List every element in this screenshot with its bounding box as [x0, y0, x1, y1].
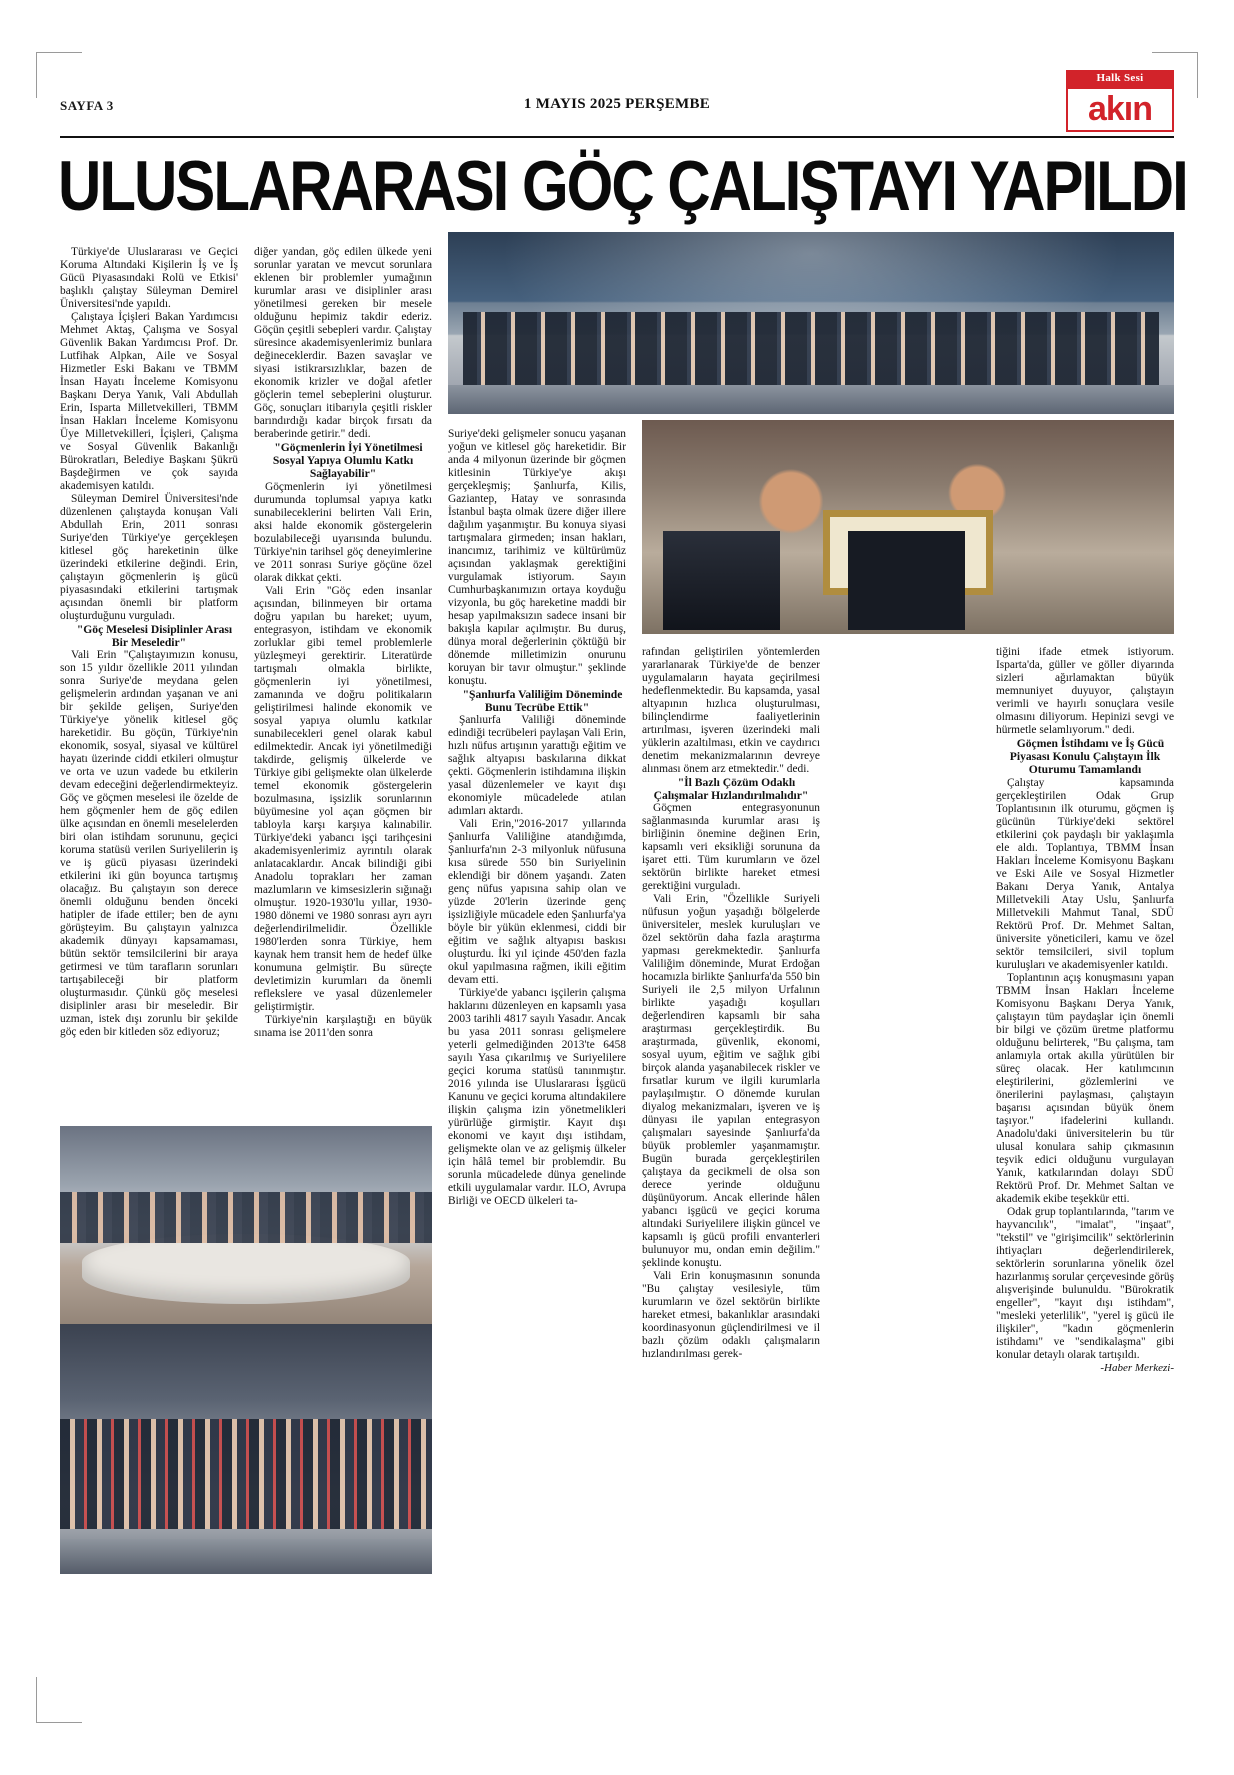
audience-group-photo	[60, 1324, 432, 1574]
crop-mark-bottom-left-horizontal	[36, 1722, 82, 1723]
paragraph: Çalıştaya İçişleri Bakan Yardımcısı Mehmet Aktaş, Çalışma ve Sosyal Güvenlik Bakan Yardımcısı Prof. Dr. Lutfihak Alpkan, Aile ve Sosyal Hizmetler Eski Bakanı ve TBMM İnsan Hayatı İnceleme Komisyonu Başkanı Derya Yanık, Vali Abdullah Erin, Isparta Milletvekilleri, TBMM İnsan Hakları İnceleme Komisyonu Üye Milletvekilleri, İçişleri, Çalışma ve Sosyal Güvenlik Bakanlığı Bürokratları, Belediye Başkanı Şükrü Başdeğirmen ve çok sayıda akademisyen katıldı.	[60, 311, 238, 492]
page-title: ULUSLARARASI GÖÇ ÇALIŞTAYI YAPILDI	[58, 146, 1187, 226]
article-body	[60, 246, 1174, 1686]
paragraph: rafından geliştirilen yöntemlerden yararlanarak Türkiye'de de benzer uygulamaların hayata geçirilmesi hedeflenmektedir. Bu kapsamda, yasal altyapının hızlıca oluşturulması, bilinçlendirme faaliyetlerinin artırılması, işveren üzerindeki mali yüklerin azaltılması, etkin ve caydırıcı denetim mekanizmalarının devreye alınması önem arz etmektedir." dedi.	[642, 646, 820, 775]
paragraph: Göçmen entegrasyonunun sağlanmasında kurumlar arası iş birliğinin önemine değinen Erin, kapsamlı veri eksikliği sorununa da işaret etti. Tüm kurumların ve özel sektörün birlikte hareket etmesi gerektiğini vurguladı.	[642, 802, 820, 893]
paragraph: Türkiye'de yabancı işçilerin çalışma haklarını düzenleyen en kapsamlı yasa 2003 tarihli 4817 sayılı Yasadır. Ancak bu yasa 2011 sonrası gelişmelere yeterli gelmediğinden 2013'te 6458 sayılı Yasa çıkarılmış ve Suriyelilere geçici koruma statüsü tanınmıştır. 2016 yılında ise Uluslararası İşgücü Kanunu ve geçici koruma altındakilere ilişkin çalışma izin yönetmelikleri yürürlüğe girmiştir. Kayıt dışı ekonomi ve kayıt dışı istihdam, gelişmekte olan ve az gelişmiş ülkeler için hâlâ temel bir problemdir. Bu sorunla mücadelede dünya genelinde etkili uygulamalar vardır. ILO, Avrupa Birliği ve OECD ülkeleri ta-	[448, 987, 626, 1208]
paragraph: Vali Erin "Göç eden insanlar açısından, bilinmeyen bir ortama doğru yapılan bu hareket; uyum, entegrasyon, istihdam ve ekonomik zorluklar gibi temel problemlerle yüzleşmeyi gerektirir. Literatürde tartışmalı olmakla birlikte, göçmenlerin iyi yönetilmesi, zamanında ve doğru politikaların geliştirilmesi halinde ekonomik ve sosyal yapıya olumlu katkılar sunabilecekleri genel olarak kabul edilmektedir. Ancak iyi yönetilmediği takdirde, gelişmiş ülkelerde ve Türkiye gibi gelişmekte olan ülkelerde temel ekonomik göstergelerin bozulmasına, işsizlik sorunlarının büyümesine yol açan göçmen bir tabloyla karşı karşıya kalınabilir. Türkiye'deki yabancı işçi tarihçesini akademisyenlerimiz ayrıntılı olarak anlatacaklardır. Ancak bilindiği gibi Anadolu toprakları her zaman mazlumların ve kimsesizlerin sığınağı olmuştur. 1920-1930'lu yıllar, 1930-1980 dönemi ve 1980 sonrası ayrı ayrı değerlendirilmelidir. Özellikle 1980'lerden sonra Türkiye, hem kaynak hem transit hem de hedef ülke konumuna gelmiştir. Bu süreçte devletimizin kurumları da önemli reflekslere ve yasal düzenlemeler geliştirmiştir.	[254, 584, 432, 1013]
crop-mark-top-left-horizontal	[36, 52, 82, 53]
column-5	[996, 646, 1174, 1375]
subheading: "İl Bazlı Çözüm Odaklı Çalışmalar Hızlandırılmalıdır"	[653, 776, 809, 803]
subheading: "Şanlıurfa Valiliğim Döneminde Bunu Tecrübe Ettik"	[462, 688, 623, 715]
paragraph: Türkiye'de Uluslararası ve Geçici Koruma Altındaki Kişilerin İş ve İş Gücü Piyasasındaki Rolü ve Etkisi' başlıklı çalıştay Süleyman Demirel Üniversitesi'nde yapıldı.	[60, 246, 238, 310]
paragraph: Türkiye'nin karşılaştığı en büyük sınama ise 2011'den sonra	[254, 1013, 432, 1039]
crop-mark-top-right	[1197, 52, 1198, 98]
paragraph: Vali Erin,"2016-2017 yıllarında Şanlıurfa Valiliğine atandığımda, Şanlıurfa'nın 2-3 milyonluk nüfusuna kısa sürede 550 bin Suriyelinin eklendiği bir dönem yaşandı. Zaten genç nüfus yapısına sahip olan ve yüzde 20'lerin üzerinde genç işsizliğiyle mücadele eden Şanlıurfa'ya böyle bir yükün eklenmesi, ciddi bir eğitim ve sağlık altyapısı baskısı oluşturdu. İki yıl içinde 450'den fazla okul yapılmasına rağmen, ikili eğitim devam etti.	[448, 818, 626, 987]
column-2	[254, 246, 432, 1040]
paragraph: Göçmenlerin iyi yönetilmesi durumunda toplumsal yapıya katkı sunabileceklerini belirten Vali Erin, aksi halde ekonomik göstergelerin bozulabileceği uyarısında bulundu. Türkiye'nin tarihsel göç deneyimlerine ve 2011 sonrası Suriye göçüne özel olarak dikkat çekti.	[254, 480, 432, 584]
paragraph: Vali Erin konuşmasının sonunda "Bu çalıştay vesilesiyle, tüm kurumların ve özel sektörün birlikte hareket etmesi, bakanlıklar arasındaki koordinasyonun güçlendirilmesi ve il bazlı çözüm odaklı çalışmaların hızlandırılması gerek-	[642, 1270, 820, 1361]
award-presentation-photo	[642, 420, 1174, 634]
subheading: "Göçmenlerin İyi Yönetilmesi Sosyal Yapıya Olumlu Katkı Sağlayabilir"	[272, 441, 423, 481]
page-number-label: SAYFA 3	[60, 98, 114, 113]
newspaper-logo	[1066, 70, 1174, 132]
crop-mark-top-left	[36, 52, 37, 98]
dateline: 1 MAYIS 2025 PERŞEMBE	[523, 96, 711, 112]
subheading: "Göç Meselesi Disiplinler Arası Bir Meseledir"	[76, 623, 233, 650]
subheading: Göçmen İstihdamı ve İş Gücü Piyasası Konulu Çalıştayın İlk Oturumu Tamamlandı	[1009, 737, 1165, 777]
byline: -Haber Merkezi-	[1100, 1361, 1174, 1374]
paragraph: Toplantının açış konuşmasını yapan TBMM İnsan Hakları İnceleme Komisyonu Başkanı Derya Yanık, çalıştayın tüm paydaşlar için önemli bir bilgi ve çözüm üretme platformu olduğunu belirterek, "Bu çalışma, tam anlamıyla ortak akılla yürütülen bir süreç olacak. Her katılımcının eleştirilerini, gözlemlerini ve önerilerini paylaşması, çalıştayın başarısı açısından büyük önem taşıyor." ifadelerini kullandı. Anadolu'daki üniversitelerin bu tür ulusal konulara sahip çıkmasının teşvik edici olduğunu vurgulayan Yanık, katkılarından dolayı SDÜ Rektörü Prof. Dr. Mehmet Saltan ve akademik ekibe teşekkür etti.	[996, 971, 1174, 1205]
paragraph: Vali Erin, "Özellikle Suriyeli nüfusun yoğun yaşadığı bölgelerde üniversiteler, meslek kuruluşları ve özel sektörün daha fazla araştırma yapması gerekmektedir. Şanlıurfa Valiliğim döneminde, Murat Erdoğan hocamızla birlikte Şanlıurfa'da 550 bin Suriyeli ile 2,5 milyon Urfalının birlikte yaşadığı koşulları değerlendiren kapsamlı bir saha araştırması gerçekleştirdik. Bu araştırmada, güvenlik, ekonomi, sosyal uyum, eğitim ve sağlık gibi birçok alanda yaşanabilecek riskler ve fırsatlar kurum ve ilgili kurumlarla paylaşılmıştır. O dönemde kurulan diyalog mekanizmaları, işveren ve iş dünyası ile yapılan entegrasyon çalışmaları sayesinde Şanlıurfa'da büyük problemler yaşanmamıştır. Bugün burada gerçekleştirilen çalıştaya da gecikmeli de olsa son derece yerinde olduğunu düşünüyorum. Ancak ellerinde hâlen yabancı işgücü ve geçici koruma altındaki Suriyelilere ilişkin güncel ve kapsamlı iş gücü profili envanterleri bulunuyor mu, ondan emin değilim." şeklinde konuştu.	[642, 893, 820, 1270]
crop-mark-top-right-horizontal	[1152, 52, 1198, 53]
paragraph: Vali Erin "Çalıştayımızın konusu, son 15 yıldır özellikle 2011 yılından sonra Suriye'de meydana gelen gelişmelerin ardından yaşanan ve ani bir şekilde gelişen, Suriye'den Türkiye'ye yönelik kitlesel göç hareketidir. Bu göçün, Türkiye'nin ekonomik, sosyal, siyasal ve kültürel hayatı üzerinde ciddi etkileri olmuştur ve orta ve uzun vadede bu etkilerin devam edeceğini değerlendirmekteyiz. Göç ve göçmen meselesi ile özelde de hem göçmenler hem de göç edilen ülke açısından en önemli meselelerden biri olan istihdam sorununu, geçici koruma statüsü verilen Suriyelilerin iş ve iş gücü piyasası üzerindeki etkilerini iki gün boyunca tartışmış olacağız. Bu çalıştayın son derece önemli olduğunu benden önceki hatipler de ifade ettiler; ben de aynı görüşteyim. Bu çalıştayın yalnızca akademik dünyayı kapsamaması, bütün sektör temsilcilerini bir araya getirmesi ve tüm tarafların sorunları tartışabileceği bir platform oluşturmasıdır. Çünkü göç meselesi disiplinler arası bir meseledir. Bir uzman, istek dışı zorunlu bir şekilde göç eden bir kitleden söz ediyoruz;	[60, 649, 238, 1039]
paragraph: tiğini ifade etmek istiyorum. Isparta'da, güller ve göller diyarında sizleri ağırlamaktan büyük memnuniyet duyuyor, çalıştayın verimli ve hayırlı sonuçlara vesile olmasını diliyorum. Hepinizi sevgi ve hürmetle selamlıyorum." dedi.	[996, 646, 1174, 736]
column-1	[60, 246, 238, 1039]
paragraph: Şanlıurfa Valiliği döneminde edindiği tecrübeleri paylaşan Vali Erin, hızlı nüfus artışının yarattığı eğitim ve sağlık altyapısı baskılarına dikkat çekti. Göçmenlerin istihdamına ilişkin yasal düzenlemeler ve kayıt dışı ekonomiyle mücadelede atılan adımları aktardı.	[448, 714, 626, 818]
group-photo-stage	[448, 232, 1174, 414]
column-4	[642, 646, 820, 1361]
column-3	[448, 428, 626, 1208]
paragraph: Çalıştay kapsamında gerçekleştirilen Odak Grup Toplantısının ilk oturumu, göçmen iş gücünün Türkiye'deki sektörel etkilerini çok paydaşlı bir yaklaşımla ele aldı. Toplantıya, TBMM İnsan Hakları İnceleme Komisyonu Başkanı ve Eski Aile ve Sosyal Hizmetler Bakanı Derya Yanık, Antalya Milletvekili Atay Uslu, Şanlıurfa Milletvekili Mahmut Tanal, SDÜ Rektörü Prof. Dr. Mehmet Saltan, üniversite yöneticileri, kamu ve özel sektör temsilcileri, sivil toplum kuruluşları ve akademisyenler katıldı.	[996, 776, 1174, 971]
paragraph: Süleyman Demirel Üniversitesi'nde düzenlenen çalıştayda konuşan Vali Abdullah Erin, 2011 sonrası Suriye'den Türkiye'ye gerçekleşen kitlesel göç hareketinin ülke üzerindeki etkilerine değindi. Erin, çalıştayın göçmenlerin iş gücü piyasasındaki etkilerini tartışmak açısından önemli bir platform oluşturduğunu vurguladı.	[60, 493, 238, 622]
logo-wordmark: akın	[1066, 87, 1174, 132]
masthead-divider	[60, 136, 1174, 138]
paragraph: diğer yandan, göç edilen ülkede yeni sorunlar yaratan ve mevcut sorunlara eklenen bir problemler yumağının kurumlar arası ve disiplinler arası yönetilmesi gereken bir mesele olduğunu hepimiz takdir ederiz. Göçün çeşitli sebepleri vardır. Çalıştay süresince akademisyenlerimiz bunlara değineceklerdir. Bazen savaşlar ve siyasi istikrarsızlıklar, bazen de ekonomik krizler ve doğal afetler göçlerin temel sebeplerini oluşturur. Göç, sonuçları itibarıyla çeşitli riskler barındırdığı kadar birçok fırsatı da beraberinde getirir." dedi.	[254, 246, 432, 440]
paragraph: Odak grup toplantılarında, "tarım ve hayvancılık", "imalat", "inşaat", "tekstil" ve "girişimcilik" sektörlerinin ihtiyaçları değerlendirilerek, sektörlerin sorunlarına yönelik özel hazırlanmış sorular çerçevesinde görüş alışverişinde bulunuldu. "Bürokratik engeller", "kayıt dışı istihdam", "mesleki yeterlilik", "yerel iş gücü ile ilişkiler", "kadın göçmenlerin istihdamı" ve "sendikalaşma" gibi konular detaylı olarak tartışıldı.	[996, 1205, 1174, 1361]
paragraph: Suriye'deki gelişmeler sonucu yaşanan yoğun ve kitlesel göç hareketidir. Bir anda 4 milyonun üzerinde bir göçmen kitlesinin Türkiye'ye akışı gerçekleşmiş; Şanlıurfa, Kilis, Gaziantep, Hatay ve sonrasında İstanbul başta olmak üzere diğer illere dağılım yaşanmıştır. Bu konuya siyasi tartışmalara girmeden; insan hakları, inancımız, tarihimiz ve kültürümüz açısından yaklaşmak gerektiğini vurgulamak istiyorum. Sayın Cumhurbaşkanımızın ortaya koyduğu vizyonla, bu göç hareketine maddi bir hesap yapılmaksızın sadece insani bir bakışla kapılar açılmıştır. Bu duruş, dünya moral değerlerinin çöktüğü bir dönemde milletimizin onurunu koruyan bir tavır olmuştur." şeklinde konuştu.	[448, 428, 626, 687]
masthead	[60, 72, 1174, 134]
logo-tagline: Halk Sesi	[1066, 70, 1174, 87]
crop-mark-bottom-left	[36, 1677, 37, 1723]
